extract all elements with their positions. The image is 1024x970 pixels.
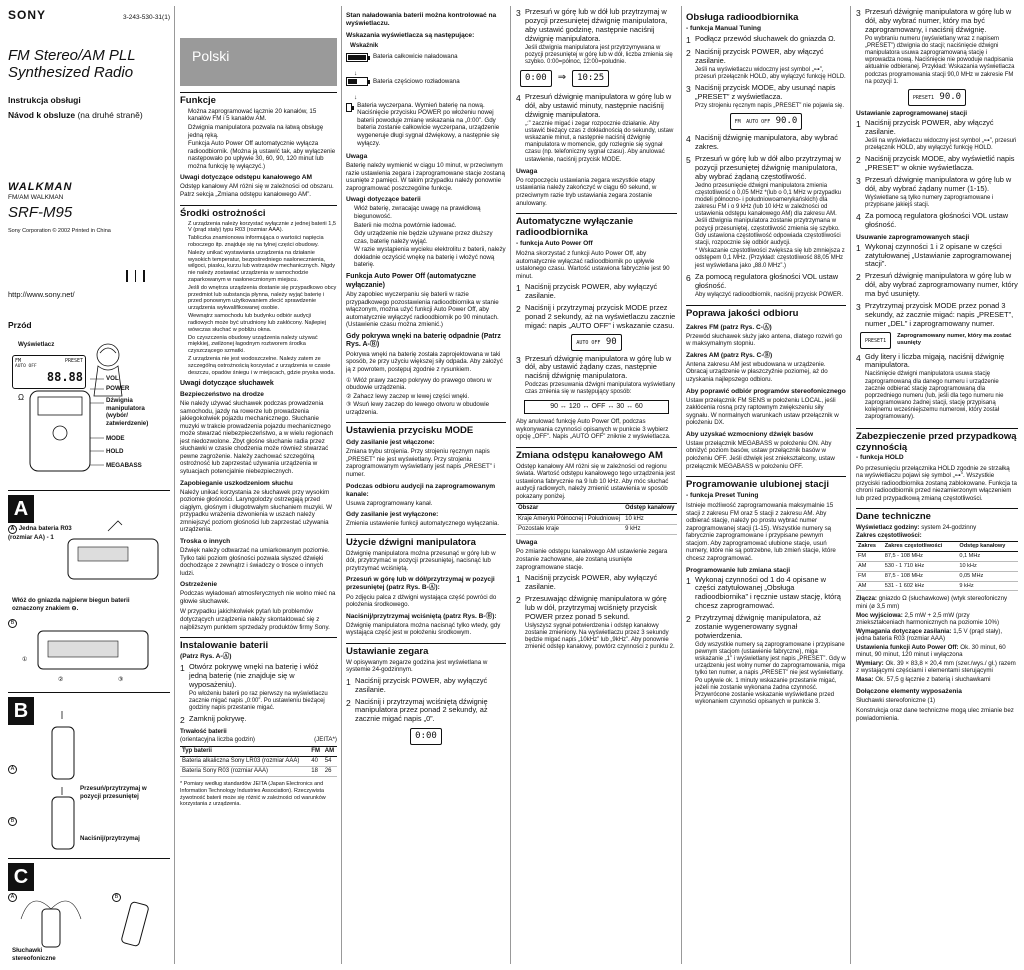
pop-title: Poprawa jakości odbioru <box>686 305 846 320</box>
clock-lcd-after: 10:25 <box>572 70 609 87</box>
zegar-text: W opisywanym zegarze godzina jest wyświetlana w systemie 24-godzinnym. <box>346 658 488 674</box>
kieszen-step-3: ③ Wsuń lewy zaczep do lewego otworu w obudowie urządzenia. <box>346 401 490 416</box>
svg-text:①: ① <box>22 657 28 663</box>
am-step-1: 1 Naciśnij przycisk POWER, aby wyłączyć zasilanie. <box>516 573 658 592</box>
zm-step-2: 2 Przytrzymaj dźwignię manipulatora, aż zostanie wygenerowany sygnał potwierdzenia. Gdy wszystkie numery są zaprogramowane i przypisane pewnym stacjom (ustawienie fabryczne), miga wskazanie „1” i wyświetlany jest napis „PRESET”. Gdy w urządzeniu jest wolny numer do zaprogramowania, miga tylko ten numer, a napis „PRESET” nie jest wyświetlany. Po upływie ok. 1 minuty wskazanie przestanie migać, jeżeli nie zostanie wykonana żadna czynność. Przywrócone zostanie wskazanie wyświetlane przed wykonaniem czynności opisanych w punkcie 3. <box>686 613 846 706</box>
kieszen-heading: Gdy pokrywa wnęki na baterię odpadnie (Patrz Rys. A-Ⓑ) <box>346 332 501 349</box>
ostrz-heading: Ostrzeżenie <box>180 581 218 589</box>
figure-a-caption-a: A Jedna bateria R03 (rozmiar AA) - 1 <box>8 525 72 541</box>
figure-b-caption-a: Przesuń/przytrzymaj w pozycji przesuniętej <box>80 785 147 800</box>
trwalosc-note: * Pomiary według standardów JEITA (Japan Electronics and Information Technology Industries Association). Rzeczywista żywotność baterii może się różnić w zależności od warunków korzystania z urządzenia. <box>180 781 326 808</box>
barcode <box>126 270 156 282</box>
uwaga-heading: Uwaga <box>346 153 368 161</box>
kieszen-step-1: ① Włóż prawy zaczep pokrywy do prawego otworu w obudowie urządzenia. <box>346 376 492 392</box>
apo-subtitle: - funkcja Auto Power Off <box>516 239 593 247</box>
usun-step-1: 1 Wykonaj czynności 1 i 2 opisane w części zatytułowanej „Ustawianie zaprogramowanej stacji”. <box>856 241 1012 269</box>
label-power: POWER <box>106 385 130 392</box>
delete-lcd: PRESET1 <box>860 332 891 349</box>
label-mode: MODE <box>106 435 125 442</box>
walkman-caption: FM/AM WALKMAN <box>8 194 64 202</box>
zab-text: Po przesunięciu przełącznika HOLD zgodnie ze strzałką na wyświetlaczu pojawi się symbol „⊶”. Wszystkie przyciski radioodbiornika zostaną zablokowane. Funkcja ta chroni radioodbiornik przed niezamierzonym włączeniem lub przed przypadkową zmianą częstotliwości. <box>856 464 1017 502</box>
table-row: Bateria alkaliczna Sony LR03 (rozmiar AAA) 40 54 <box>180 756 337 766</box>
uwaga-text: Baterię należy wymienić w ciągu 10 minut, w przeciwnym razie ustawienia zegara i zaprogramowane stacje zostaną usunięte z pamięci. W takim przypadku należy ponownie zaprogramować poszczególne funkcje. <box>346 162 505 192</box>
part-number: 3-243-530-31(1) <box>123 14 170 21</box>
am-uwaga-heading: Uwaga <box>516 539 538 547</box>
inst-step-2: 2 Zamknij pokrywę. <box>180 714 247 726</box>
pytania-text: W przypadku jakichkolwiek pytań lub problemów dotyczących urządzenia należy skontaktować się z najbliższym punktem sprzedaży produktów firmy Sony. <box>180 608 330 631</box>
column-4 <box>516 8 677 964</box>
model-name: SRF-M95 <box>8 204 73 222</box>
divider-1 <box>174 6 175 964</box>
prog-step-3: 3 Przesuń dźwignię manipulatora w górę lub w dół, aby wybrać numer, który ma być zaprogramowany, i naciśnij dźwignię. Po wybraniu numeru (wyświetlany wraz z napisem „PRESET”) dźwignia do stacji; naciśnięcie dźwigni manipulatora usuwa zaprogramowaną stację i wprowadza nową. Naciśnięcie nie powoduje nadpisania aktualnie odbieranej. Przykład: Wskazania wyświetlacza podczas programowania stacji 90,0 MHz w zakresie FM na pozycji 1. <box>856 8 1015 85</box>
apo-text: Aby zapobiec wyczerpaniu się baterii w razie przypadkowego pozostawienia radioodbiornika w stanie włączonym, można użyć funkcji Auto Power Off, aby automatycznie wyłączyć radioodbiornik po 90 minutach. (Ustawienie czasu można zmienić.) <box>346 291 499 329</box>
bezp-heading: Bezpieczeństwo na drodze <box>180 390 264 398</box>
battery-half-icon <box>346 77 368 86</box>
figure-b-marker-a: A <box>8 765 17 774</box>
preset-lcd: PRESET1 90.0 <box>856 89 1018 106</box>
instructions-subtitle: Návod k obsluze (na druhé straně) <box>8 110 143 121</box>
bezp-text: Nie należy używać słuchawek podczas prowadzenia samochodu, jazdy na rowerze lub prowadzenia jakiegokolwiek pojazdu mechanicznego. Słuchanie muzyki w trakcie prowadzenia pojazdu mechanicznego może stwarzać niebezpieczeństwo, a w wielu regionach jest niedozwolone. Zbyt głośne słuchanie radia przez słuchawki w czasie chodzenia może również stwarzać pewne zagrożenie. Należy zachować szczególną ostrożność lub zaprzestać używania urządzenia w sytuacjach potencjalnie niebezpiecznych. <box>180 399 334 475</box>
product-title: FM Stereo/AM PLL Synthesized Radio <box>8 46 136 81</box>
arrow-down-icon: ↓ <box>354 69 358 77</box>
prog-title: Programowanie ulubionej stacji <box>686 476 846 491</box>
apo-step-2: 2 Naciśnij i przytrzymaj przycisk MODE przez ponad 2 sekundy, aż na wyświetlaczu zacznie migać: napis „AUTO OFF” i wskazanie czasu. <box>516 302 676 330</box>
zapob-text: Należy unikać korzystania ze słuchawek przy wysokim poziomie głośności. Laryngolodzy ostrzegają przed ciągłym, głośnym i długotrwałym słuchaniem muzyki. W przypadku wrażenia dzwonienia w uszach należy zmniejszyć poziom głośności lub zaprzestać używania urządzenia. <box>180 488 332 534</box>
zegar-step-3: 3 Przesuń w górę lub w dół lub przytrzymaj w pozycji przesuniętej dźwignię manipulatora, aby ustawić godzinę, następnie naciśnij dźwignię manipulatora. Jeśli dźwignia manipulatora jest przytrzymywana w pozycji przesuniętej w górę lub w dół, liczba zmienia się szybko. 0:00=północ, 12:00=południe. <box>516 8 673 65</box>
figure-c-caption: Słuchawki stereofoniczne <box>12 947 56 962</box>
ob-step-2: 2 Naciśnij przycisk POWER, aby włączyć zasilanie. Jeśli na wyświetlaczu widoczny jest symbol „⊶”, przesuń przełącznik HOLD, aby wyłączyć funkcję HOLD. <box>686 47 846 81</box>
battery-life-table: Typ baterii FM AM Bateria alkaliczna Sony LR03 (rozmiar AAA) 40 54 Bateria Sony R03 (rozmiar AAA) 18 26 <box>180 746 337 778</box>
srodki-list: • Z urządzenia należy korzystać wyłącznie z jednej baterii 1,5 V (prąd stały) typu R03 (rozmiar AAA). • Tabliczka znamionowa informująca o wartości napięcia roboczego itp. znajduje się na tylnej części obudowy. • Należy unikać wystawiania urządzenia na działanie wysokich temperatur, bezpośredniego nasłonecznienia, wilgoci, piasku, kurzu lub wstrząsów mechanicznych. Nigdy nie należy zostawiać urządzenia w samochodzie zaparkowanym w nasłonecznionym miejscu. • Jeśli do wnętrza urządzenia dostanie się przypadkowo obcy przedmiot lub substancja płynna, należy wyjąć baterię i przed ponownym użytkowaniem zlecić sprawdzenie urządzenia wykwalifikowanej osobie. • Wewnątrz samochodu lub budynku odbiór audycji radiowych może być utrudniony lub zakłócony. Najlepiej wówczas słuchać w pobliżu okna. • Do czyszczenia obudowy urządzenia należy używać miękkiej, zwilżonej łagodnym roztworem środka czyszczącego szmatki. • Z urządzenia nie jest wodoszczelne. Należy zatem ze szczególną ostrożnością korzystać z urządzenia w czasie deszczu, opadów śniegu i w miejscach, gdzie pryska woda. <box>188 221 337 377</box>
apo-title: Automatyczne wyłączanie radioodbiornika <box>516 213 677 239</box>
srodki-heading: Środki ostrożności <box>180 205 337 220</box>
label-joystick: Dźwignia manipulatora (wybór/ zatwierdzenie) <box>106 397 149 427</box>
trwalosc-header: Trwałość baterii (orientacyjna liczba godzin) (JEITA*) <box>180 728 337 743</box>
am-text: Odstęp kanałowy AM różni się w zależności od regionu świata. Wartość odstępu kanałowego tego urządzenia jest ustawiona fabrycznie na 9 lub 10 kHz. Aby móc słuchać audycji radiowych, należy zmienić ustawienia w sposób pokazany poniżej. <box>516 462 676 500</box>
dol-text: Słuchawki stereofoniczne (1) <box>856 696 936 704</box>
figure-b-marker-b: B <box>8 817 17 826</box>
website-url[interactable]: http://www.sony.net/ <box>8 290 75 299</box>
ob-step-4: 4 Naciśnij dźwignię manipulatora, aby wybrać zakres. <box>686 133 838 152</box>
dol-heading: Dołączone elementy wyposażenia <box>856 687 962 695</box>
troska-heading: Troska o innych <box>180 537 231 545</box>
funkcje-list: • Można zaprogramować łącznie 20 kanałów, 15 kanałów FM i 5 kanałów AM. • Dźwignia manipulatora pozwala na łatwą obsługę jedną ręką. • Funkcja Auto Power Off automatycznie wyłącza radioodbiornik. (Można ją ustawić tak, aby wyłączenie następowało po upływie 30, 60, 90, 120 minut lub można funkcję tę wyłączyć.) <box>188 108 337 171</box>
language-tab: Polski <box>180 38 337 86</box>
figure-c <box>8 858 170 964</box>
us-step-3: 3 Przesuń dźwignię manipulatora w górę lub w dół, aby wybrać żądany numer (1-15). Wyświetlane są tylko numery zaprogramowane i przypisane jakiejś stacji. <box>856 174 1012 208</box>
ob-lcd: FM AUTO OFF 90.0 <box>686 113 846 130</box>
usun-step-4: 4 Gdy litery i liczba migają, naciśnij dźwignię manipulatora. Naciśnięcie dźwigni manipulatora usuwa stację zaprogramowaną dla danego numeru i urządzenie zacznie odbierać stację zaprogramowaną dla poprzedniego numeru (lub, jeśli dla tego numeru nie zaprogramowano żadnej stacji, stację przypisaną kolejnemu wcześniejszemu numerowi, który został zaprogramowany). <box>856 351 1005 421</box>
arrow-right-icon: ⇒ <box>557 72 567 84</box>
zegar-uwaga-text: Po rozpoczęciu ustawiania zegara wszystkie etapy ustawiania należy zakończyć w ciągu 60 sekund, w przeciwnym razie tryb ustawiania zegara zostanie anulowany. <box>516 176 657 207</box>
us-step-4: 4 Za pomocą regulatora głośności VOL ustaw głośność. <box>856 210 1009 229</box>
clock-lcd-1: 0:00 <box>346 728 506 745</box>
figure-c-marker-a: A <box>8 893 17 902</box>
uwagi-bat-list: • Włóż baterię, zwracając uwagę na prawidłową biegunowość. • Baterii nie można powtórnie ładować. • Gdy urządzenie nie będzie używane przez dłuższy czas, baterię należy wyjąć. • W razie wystąpienia wycieku elektrolitu z baterii, należy dokładnie oczyścić wnękę na baterię i włożyć nową baterię. <box>354 205 506 269</box>
ob-step-5: 5 Przesuń w górę lub w dół albo przytrzymaj w pozycji przesuniętej dźwignię manipulatora, aby wybrać żądaną częstotliwość. Jedno przesunięcie dźwigni manipulatora zmienia częstotliwość o 0,05 MHz *(lub o 0,1 MHz w przypadku modeli północno- i południowoamerykańskich) dla zakresu FM i o 9 kHz (lub 10 kHz w zależności od ustawienia odstępu kanałowego AM) dla zakresu AM. Jeśli dźwignia manipulatora zostanie przytrzymana w pozycji przesuniętej, częstotliwość zmienia się szybko. Gdy ustawiona częstotliwość odpowiada częstotliwości stacji, rozpocznie się odbiór audycji. * Wskazanie częstotliwości zwiększa się lub zmniejsza z odstępem 0,1 MHz. (Przykład: częstotliwość 88,05 MHz jest wyświetlana jako „88.0 MHz”.) <box>686 153 845 269</box>
battery-full-row: Bateria całkowicie naładowana <box>346 53 506 62</box>
front-lcd: FM PRESET AUTO OFF 88.88 <box>12 355 86 389</box>
sony-logo: SONY <box>8 8 47 22</box>
display-label: Wyświetlacz <box>18 341 55 348</box>
svg-text:③: ③ <box>118 677 124 683</box>
apo-lcd: AUTO OFF 90 <box>516 334 677 351</box>
uwagi-bat-heading: Uwagi dotyczące baterii <box>346 196 421 204</box>
inst-heading: Instalowanie baterii <box>180 637 337 652</box>
table-row: FM 87,5 - 108 MHz 0,1 MHz <box>856 552 1018 562</box>
zegar-step-4: 4 Przesuń dźwignię manipulatora w górę lub w dół, aby ustawić minuty, następnie naciśnij dźwignię manipulatora. „:” zacznie migać i zegar rozpocznie działanie. Aby ustawić bieżący czas z dokładnością do sekundy, ustaw wskazanie minut, a następnie naciśnij dźwignię manipulatora w momencie, gdy rozlegnie się sygnał czasu (np. telefoniczny sygnał czasu). Aby anulować ustawienie, naciśnij przycisk MODE. <box>516 92 674 163</box>
usun-heading: Usuwanie zaprogramowanych stacji <box>856 233 970 241</box>
frequency-table: Zakres Zakres częstotliwości Odstęp kanałowy FM 87,5 - 108 MHz 0,1 MHz AM 530 - 1 710 kHz 10 kHz FM 87,5 - 108 MHz 0,05 MHz AM 531 - 1 602 kHz 9 kHz <box>856 541 1018 591</box>
konstr-text: Konstrukcja oraz dane techniczne mogą ulec zmianie bez powiadomienia. <box>856 707 1014 722</box>
am-spacing-table: Obszar Odstęp kanałowy Kraje Ameryki Północnej i Południowej 10 kHz Pozostałe kraje 9 kHz <box>516 503 677 535</box>
joystick-illustration <box>8 693 170 857</box>
divider-4 <box>681 6 682 964</box>
ob-step-6: 6 Za pomocą regulatora głośności VOL ustaw głośność. Aby wyłączyć radioodbiornik, naciśnij przycisk POWER. <box>686 271 844 298</box>
table-row: Pozostałe kraje 9 kHz <box>516 525 677 535</box>
apo-intro: Można skorzystać z funkcji Auto Power Off, aby automatycznie wyłączać radioodbiornik po upływie ustalonego czasu. Wartość ustawiona fabrycznie jest 90 minut. <box>516 249 670 280</box>
am-title: Zmiana odstępu kanałowego AM <box>516 447 677 462</box>
zegar-step-1: 1 Naciśnij przycisk POWER, aby wyłączyć zasilanie. <box>346 675 488 694</box>
zab-subtitle: - funkcja HOLD <box>856 454 904 462</box>
headphone-jack-icon: Ω <box>18 393 24 402</box>
delete-lcd-row: PRESET1 Zaprogramowany numer, który ma zostać usunięty <box>860 332 1018 349</box>
table-row: AM 531 - 1 602 kHz 9 kHz <box>856 581 1018 591</box>
battery-half-row: Bateria częściowo rozładowana <box>346 77 506 86</box>
us-heading: Ustawianie zaprogramowanej stacji <box>856 109 968 117</box>
divider-5 <box>850 6 851 964</box>
indicator-column-label: Wskaźnik <box>350 42 379 50</box>
copyright: Sony Corporation © 2002 Printed in China <box>8 228 111 235</box>
funkcje-heading: Funkcje <box>180 92 337 107</box>
am-warning-text: Odstęp kanałowy AM różni się w zależności od obszaru. Patrz sekcja „Zmiana odstępu kanałowego AM”. <box>180 183 334 199</box>
am-warning-heading: Uwagi dotyczące odstępu kanałowego AM <box>180 174 313 182</box>
battery-state-heading: Stan naładowania baterii można kontrolować na wyświetlaczu. <box>346 12 497 28</box>
apo-step-1: 1 Naciśnij przycisk POWER, aby wyłączyć zasilanie. <box>516 282 658 301</box>
prog-subtitle: - funkcja Preset Tuning <box>686 492 759 500</box>
divider-2 <box>341 6 342 964</box>
zegar-step-2: 2 Naciśnij i przytrzymaj wciśniętą dźwignię manipulatora przez ponad 2 sekundy, aż zacznie migać napis „0”. <box>346 696 488 724</box>
kieszen-text: Pokrywa wnęki na baterię została zaprojektowana w taki sposób, że przy użyciu większej siły odpada. Aby założyć ją z powrotem, postępuj zgodnie z rysunkiem. <box>346 350 503 374</box>
figure-a-caption-b: Włóż do gniazda najpierw biegun baterii oznaczony znakiem ⊖. <box>12 597 130 612</box>
instructions-title: Instrukcja obsługi <box>8 95 81 106</box>
zegar-heading: Ustawianie zegara <box>346 643 506 658</box>
dane-title: Dane techniczne <box>856 508 1018 523</box>
table-row: FM 87,5 - 108 MHz 0,05 MHz <box>856 571 1018 581</box>
table-row: Bateria Sony R03 (rozmiar AAA) 18 26 <box>180 767 337 777</box>
battery-insert-illustration <box>8 491 170 691</box>
apo-sequence: 90 ↔ 120 ↔ OFF ↔ 30 ↔ 60 <box>524 400 669 415</box>
battery-full-icon <box>346 53 368 62</box>
column-5: Obsługa radioodbiornika - funkcja Manual Tuning 1 Podłącz przewód słuchawek do gniazda Ω. 2 Naciśnij przycisk POWER, aby włączyć zasilanie. Jeśli na wyświetlaczu widoczny jest symbol „⊶”, przesuń przełącznik HOLD, aby wyłączyć funkcję HOLD. 3 Naciśnij przycisk MODE, aby usunąć napis „PRESET” z wyświetlacza. Przy strojeniu ręcznym napis „PRESET” nie pojawia się. FM AUTO OFF 90.0 4 Naciśnij dźwignię manipulatora, aby wybrać zakres. 5 Przesuń w górę lub w dół albo przytrzymaj w pozycji przesuniętej dźwignię manipulatora, aby wybrać żądaną częstotliwość. Jedno przesunięcie dźwigni manipulatora zmienia częstotliwość o 0,05 MHz *(lub o 0,1 MHz w przypadku modeli północno- i południowoamerykańskich) dla zakresu FM i o 9 kHz (lub 10 kHz w zależności od ustawienia odstępu kanałowego AM) dla zakresu AM. Jeśli dźwignia manipulatora zostanie przytrzymana w pozycji przesuniętej, częstotliwość zmienia się szybko. Gdy ustawiona częstotliwość odpowiada częstotliwości stacji, rozpocznie się odbiór audycji. * Wskazanie częstotliwości zwiększa się lub zmniejsza z odstępem 0,1 MHz. (Przykład: częstotliwość 88,05 MHz jest wyświetlana jako „88.0 MHz”.) 6 Za pomocą regulatora głośności VOL ustaw głośność. Aby wyłączyć radioodbiornik, naciśnij przycisk POWER. Poprawa jakości odbioru Zakres FM (patrz Rys. C-Ⓐ) Przewód słuchawek służy jako antena, dlatego rozwiń go w maksymalnym stopniu. Zakres AM (patrz Rys. C-Ⓑ) Antena zakresu AM jest wbudowana w urządzenie. Obracaj urządzenie w płaszczyźnie poziomej, aż do uzyskania najlepszego odbioru. Aby poprawić odbiór programów stereofonicznego Ustaw przełącznik FM SENS w położeniu LOCAL, jeśli zakłócenia rosną przy raptownym zwiększeniu siły sygnału. W normalnych warunkach ustaw przełącznik w położeniu DX. Aby uzyskać wzmocniony dźwięk basów Ustaw przełącznik MEGABASS w położeniu ON. Aby obniżyć poziom basów, ustaw przełącznik basów w położeniu OFF. Jeśli dźwięk jest zniekształcony, ustaw przełącznik MEGABASS w położeniu OFF. Programowanie ulubionej stacji - funkcja Preset Tuning Istnieje możliwość zaprogramowania maksymalnie 15 stacji z zakresu FM oraz 5 stacji z zakresu AM. Aby odbierać stację, należy po prostu wybrać numer zaprogramowanej stacji (1-15). Wszystkie numery są fabrycznie zaprogramowane i przypisane pewnym stacjom. Aby zaprogramować ulubione stacje, usuń numery, które nie są potrzebne, lub zmień stacje, które chcesz zaprogramować. Programowanie lub zmiana stacji 1 Wykonaj czynności od 1 do 4 opisane w części zatytułowanej „Obsługa radioodbiornika” i ręcznie ustaw stację, którą chcesz zaprogramować. 2 Przytrzymaj dźwignię manipulatora, aż zostanie wygenerowany sygnał potwierdzenia. Gdy wszystkie numery są zaprogramowane i przypisane pewnym stacjom (ustawienie fabryczne), miga wskazanie „1” i wyświetlany jest napis „PRESET”. Gdy w urządzeniu jest wolny numer do zaprogramowania, miga tylko ten numer, a napis „PRESET” nie jest wyświetlany. Po upływie ok. 1 minuty wskazanie przestanie migać, jeżeli nie zostanie wykonana żadna czynność. Przywrócone zostanie wskazanie wyświetlane przed wykonaniem czynności opisanych w punkcie 3. <box>686 12 846 706</box>
table-row: AM 530 - 1 710 kHz 10 kHz <box>856 561 1018 571</box>
kieszen-step-2: ② Zahacz lewy zaczep w lewej części wnęki. <box>346 392 470 400</box>
figure-c-label: C <box>8 863 34 891</box>
inst-step-1: 1 Otwórz pokrywę wnęki na baterię i włóż jedną baterię (nie znajduje się w wyposażeniu). Po włożeniu baterii po raz pierwszy na wyświetlaczu zacznie migać napis „0:00”. Po ustawieniu bieżącej godziny napis przestanie migać. <box>180 662 328 712</box>
us-step-1: 1 Naciśnij przycisk POWER, aby włączyć zasilanie. Jeśli na wyświetlaczu widoczny jest symbol „⊶”, przesuń przełącznik HOLD, aby wyłączyć funkcję HOLD. <box>856 117 1017 151</box>
column-1 <box>8 8 170 964</box>
figure-b <box>8 692 170 856</box>
figure-c-marker-b: B <box>112 893 121 902</box>
zapob-heading: Zapobieganie uszkodzeniom słuchu <box>180 479 293 487</box>
divider-3 <box>510 6 511 964</box>
dzwignia-heading: Użycie dźwigni manipulatora <box>346 534 506 549</box>
troska-text: Dźwięk należy odtwarzać na umiarkowanym poziomie. Tylko taki poziom głośności pozwala słyszeć dźwięki dochodzące z zewnątrz i świadczy o trosce o innych ludzi. <box>180 547 330 577</box>
apo-end: Aby anulować funkcję Auto Power Off, podczas wykonywania czynności opisanych w punkcie 3 wybierz opcję „OFF”. Napis „AUTO OFF” zniknie z wyświetlacza. <box>516 418 671 441</box>
zab-title: Zabezpieczenie przed przypadkową czynnością <box>856 428 1018 454</box>
figure-b-caption-b: Naciśnij/przytrzymaj <box>80 835 140 842</box>
ob-step-3: 3 Naciśnij przycisk MODE, aby usunąć napis „PRESET” z wyświetlacza. Przy strojeniu ręcznym napis „PRESET” nie pojawia się. <box>686 83 845 110</box>
figure-a-label: A <box>8 495 34 523</box>
figure-a <box>8 490 170 690</box>
clock-lcd-row <box>520 70 677 87</box>
front-section-title: Przód <box>8 320 32 330</box>
column-3: Stan naładowania baterii można kontrolować na wyświetlaczu. Wskazania wyświetlacza są następujące: Wskaźnik Bateria całkowicie naładowana ↓ Bateria częściowo rozładowana ↓ Bateria wyczerpana. Wymień baterię na nową. Naciśnięcie przycisku POWER po włożeniu nowej baterii powoduje zmianę wskazania na „0:00”. Gdy bateria zostanie całkowicie wyczerpana, urządzenie wygeneruje długi sygnał dźwiękowy, a następnie się wyłączy. Uwaga Baterię należy wymienić w ciągu 10 minut, w przeciwnym razie ustawienia zegara i zaprogramowane stacje zostaną usunięte z pamięci. W takim przypadku należy ponownie zaprogramować poszczególne funkcje. Uwagi dotyczące baterii • Włóż baterię, zwracając uwagę na prawidłową biegunowość. • Baterii nie można powtórnie ładować. • Gdy urządzenie nie będzie używane przez dłuższy czas, baterię należy wyjąć. • W razie wystąpienia wycieku elektrolitu z baterii, należy dokładnie oczyścić wnękę na baterię i włożyć nową baterię. Funkcja Auto Power Off (automatyczne wyłączanie) Aby zapobiec wyczerpaniu się baterii w razie przypadkowego pozostawienia radioodbiornika w stanie włączonym, można użyć funkcji Auto Power Off, aby automatycznie wyłączyć radioodbiornik po 90 minutach. (Ustawienie czasu można zmienić.) Gdy pokrywa wnęki na baterię odpadnie (Patrz Rys. A-Ⓑ) Pokrywa wnęki na baterię została zaprojektowana w taki sposób, że przy użyciu większej siły odpada. Aby założyć ją z powrotem, postępuj zgodnie z rysunkiem. ① Włóż prawy zaczep pokrywy do prawego otworu w obudowie urządzenia. ② Zahacz lewy zaczep w lewej części wnęki. ③ Wsuń lewy zaczep do lewego otworu w obudowie urządzenia. Ustawienia przycisku MODE Gdy zasilanie jest włączone: Zmiana trybu strojenia. Przy strojeniu ręcznym napis „PRESET” nie jest wyświetlany. Przy strojeniu zaprogramowanym wyświetlany jest napis „PRESET” i numer. Podczas odbioru audycji na zaprogramowanym kanale: Usuwa zaprogramowany kanał. Gdy zasilanie jest wyłączone: Zmienia ustawienie funkcji automatycznego wyłączania. Użycie dźwigni manipulatora Dźwignię manipulatora można przesunąć w górę lub w dół, przytrzymać w pozycji przesuniętej, nacisnąć lub przytrzymać wciśniętą. Przesuń w górę lub w dół/przytrzymaj w pozycji przesuniętej (patrz Rys. B-Ⓐ): Po zdjęciu palca z dźwigni wystająca część powróci do położenia środkowego. Naciśnij/przytrzymaj wciśniętą (patrz Rys. B-Ⓑ): Dźwignię manipulatora można nacisnąć tylko wtedy, gdy wystająca część jest w położeniu środkowym. Ustawianie zegara W opisywanym zegarze godzina jest wyświetlana w systemie 24-godzinnym. 1 Naciśnij przycisk POWER, aby wyłączyć zasilanie. 2 Naciśnij i przytrzymaj wciśniętą dźwignię manipulatora przez ponad 2 sekundy, aż zacznie migać napis „0”. 0:00 <box>346 8 506 964</box>
column-6: 3 Przesuń dźwignię manipulatora w górę lub w dół, aby wybrać numer, który ma być zaprogramowany, i naciśnij dźwignię. Po wybraniu numeru (wyświetlany wraz z napisem „PRESET”) dźwignia do stacji; naciśnięcie dźwigni manipulatora usuwa zaprogramowaną stację i wprowadza nową. Naciśnięcie nie powoduje nadpisania aktualnie odbieranej. Przykład: Wskazania wyświetlacza podczas programowania stacji 90,0 MHz w zakresie FM na pozycji 1. PRESET1 90.0 Ustawianie zaprogramowanej stacji 1 Naciśnij przycisk POWER, aby włączyć zasilanie. Jeśli na wyświetlaczu widoczny jest symbol „⊶”, przesuń przełącznik HOLD, aby wyłączyć funkcję HOLD. 2 Naciśnij przycisk MODE, aby wyświetlić napis „PRESET” w oknie wyświetlacza. 3 Przesuń dźwignię manipulatora w górę lub w dół, aby wybrać żądany numer (1-15). Wyświetlane są tylko numery zaprogramowane i przypisane jakiejś stacji. 4 Za pomocą regulatora głośności VOL ustaw głośność. Usuwanie zaprogramowanych stacji 1 Wykonaj czynności 1 i 2 opisane w części zatytułowanej „Ustawianie zaprogramowanej stacji”. 2 Przesuń dźwignię manipulatora w górę lub w dół, aby wybrać zaprogramowany numer, który ma być usunięty. 3 Przytrzymaj przycisk MODE przez ponad 3 sekundy, aż zacznie migać: napis „PRESET”, numer „DEL” i zaprogramowany numer. PRESET1 Zaprogramowany numer, który ma zostać usunięty 4 Gdy litery i liczba migają, naciśnij dźwignię manipulatora. Naciśnięcie dźwigni manipulatora usuwa stację zaprogramowaną dla danego numeru i urządzenie zacznie odbierać stację zaprogramowaną dla poprzedniego numeru (lub, jeśli dla tego numeru nie zaprogramowano żadnej stacji, stację przypisaną kolejnemu wcześniejszemu numerowi, który został zaprogramowany). Zabezpieczenie przed przypadkową czynnością - funkcja HOLD Po przesunięciu przełącznika HOLD zgodnie ze strzałką na wyświetlaczu pojawi się symbol „⊶”. Wszystkie przyciski radioodbiornika zostaną zablokowane. Funkcja ta chroni radioodbiornik przed niezamierzonym włączeniem lub przed przypadkową zmianą częstotliwości. Dane techniczne Wyświetlacz godziny: system 24-godzinny Zakres częstotliwości: Zakres Zakres częstotliwości Odstęp kanałowy FM 87,5 - 108 MHz 0,1 MHz AM 530 - 1 710 kHz 10 kHz FM 87,5 - 108 MHz 0,05 MHz AM 531 - 1 602 kHz 9 kHz Złącza: gniazdo Ω (słuchawkowe) (wtyk stereofoniczny mini (ø 3,5 mm) Moc wyjściowa: 2,5 mW + 2,5 mW (przy zniekształceniach harmonicznych na poziomie 10%) Wymagania dotyczące zasilania: 1,5 V (prąd stały), jedna bateria R03 (rozmiar AAA) Ustawienia funkcji Auto Power Off: Ok. 30 minut, 60 minut, 90 minut, 120 minut i wyłączona Wymiary: Ok. 39 × 83,8 × 20,4 mm (szer./wys./ gł.) razem z wystającymi częściami i elementami sterującymi Masa: Ok. 57,5 g łącznie z baterią i słuchawkami Dołączone elementy wyposażenia Słuchawki stereofoniczne (1) Konstrukcja oraz dane techniczne mogą ulec zmianie bez powiadomienia. <box>856 8 1018 722</box>
zegar-uwaga-heading: Uwaga <box>516 167 538 175</box>
ob-title: Obsługa radioodbiornika <box>686 12 799 23</box>
label-hold: HOLD <box>106 448 124 455</box>
figure-b-label: B <box>8 697 34 725</box>
ob-step-1: 1 Podłącz przewód słuchawek do gniazda Ω. <box>686 33 836 45</box>
am-uwaga-text: Po zmianie odstępu kanałowego AM ustawienie zegara zostanie zachowane, ale zostaną usunięte zaprogramowane stacje. <box>516 548 668 571</box>
trybu-heading: Ustawienia przycisku MODE <box>346 422 506 437</box>
svg-text:②: ② <box>58 677 64 683</box>
sluchawki-heading: Uwagi dotyczące słuchawek <box>180 380 274 388</box>
front-figure <box>8 333 170 485</box>
indicators-heading: Wskazania wyświetlacza są następujące: <box>346 32 475 40</box>
ob-subtitle: - funkcja Manual Tuning <box>686 24 761 32</box>
battery-empty-icon <box>346 103 352 112</box>
battery-empty-row: Bateria wyczerpana. Wymień baterię na nową. Naciśnięcie przycisku POWER po włożeniu nowej baterii powoduje zmianę wskazania na „0:00”. Gdy bateria zostanie całkowicie wyczerpana, urządzenie wygeneruje długi sygnał dźwiękowy, a następnie się wyłączy. <box>346 102 506 147</box>
usun-step-3: 3 Przytrzymaj przycisk MODE przez ponad 3 sekundy, aż zacznie migać: napis „PRESET”, numer „DEL” i zaprogramowany numer. <box>856 300 1014 328</box>
figure-a-b-marker: B <box>8 619 17 628</box>
usun-step-2: 2 Przesuń dźwignię manipulatora w górę lub w dół, aby wybrać zaprogramowany numer, który ma być usunięty. <box>856 271 1018 299</box>
column-2 <box>180 8 337 964</box>
zm-step-1: 1 Wykonaj czynności od 1 do 4 opisane w części zatytułowanej „Obsługa radioodbiornika” i ręcznie ustaw stację, którą chcesz zaprogramować. <box>686 574 841 611</box>
arrow-down-icon: ↓ <box>354 94 358 102</box>
us-step-2: 2 Naciśnij przycisk MODE, aby wyświetlić napis „PRESET” w oknie wyświetlacza. <box>856 154 1015 172</box>
prog-text: Istnieje możliwość zaprogramowania maksymalnie 15 stacji z zakresu FM oraz 5 stacji z zakresu AM. Aby odbierać stację, należy po prostu wybrać numer zaprogramowanej stacji (1-15). Wszystkie numery są fabrycznie zaprogramowane i przypisane pewnym stacjom. Aby zaprogramować ulubione stacje, usuń numery, które nie są potrzebne, lub zmień stacje, które chcesz zaprogramować. <box>686 502 836 562</box>
label-megabass: MEGABASS <box>106 462 142 469</box>
clock-lcd-before: 0:00 <box>520 70 552 87</box>
walkman-logo: WALKMAN <box>8 180 73 193</box>
ostrz-text: Podczas wyładowań atmosferycznych nie wolno mieć na głowie słuchawek. <box>180 590 336 605</box>
inst-sub: (Patrz Rys. A-Ⓐ) <box>180 653 232 661</box>
apo-step-3: 3 Przesuń dźwignię manipulatora w górę lub w dół, aby ustawić żądany czas, następnie naciśnij dźwignię manipulatora. Podczas przesuwania dźwigni manipulatora wyświetlany czas zmienia się w następujący sposób: <box>516 353 676 396</box>
dzwignia-text: Dźwignię manipulatora można przesunąć w górę lub w dół, przytrzymać w pozycji przesuniętej, nacisnąć lub przytrzymać wciśniętą. <box>346 549 496 572</box>
apo-heading: Funkcja Auto Power Off (automatyczne wyłączanie) <box>346 272 477 289</box>
am-step-2: 2 Przesuwając dźwignię manipulatora w górę lub w dół, przytrzymaj wciśnięty przycisk POWER przez ponad 5 sekund. Usłyszysz sygnał potwierdzenia i odstęp kanałowy zostanie zmieniony. Na wyświetlaczu przez 3 sekundy będzie migać napis „10kHz” lub „9kHz”. Aby ponownie zmienić odstęp kanałowy, powtórz czynności z punktu 2. <box>516 593 675 651</box>
label-vol: VOL <box>106 375 119 382</box>
table-row: Kraje Ameryki Północnej i Południowej 10 kHz <box>516 514 677 524</box>
